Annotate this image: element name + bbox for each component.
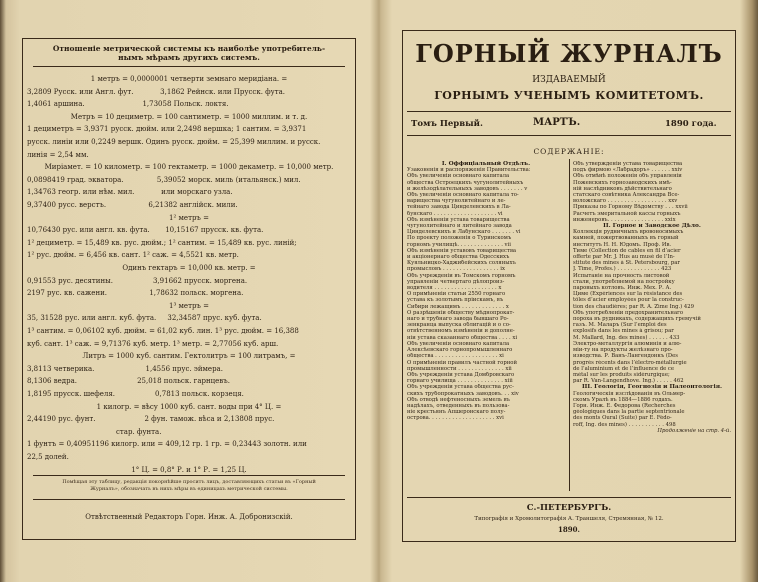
contents-entry-line: de l’aluminium et de l’influence de ce — [573, 365, 675, 372]
contents-entry-line: par R. Van-Langendhove. Ing.) . . . . . 462 — [573, 378, 684, 385]
contents-entry-line: скомъ Уралѣ въ 1884—1886 годахъ. — [573, 396, 673, 403]
conversion-line: Метръ = 10 дециметр. = 100 сантиметр. = 1000 миллим. и т. д. — [70, 112, 308, 121]
title-page-frame — [402, 30, 736, 542]
conversion-line: 1 килогр. = вѣсу 1000 куб. сант. воды при 4° Ц. = — [96, 402, 282, 411]
contents-entry-line: Тиме (Collection de cables en fil d’acier — [573, 247, 681, 254]
conversion-line: русск. линіи или 0,2249 вершк. Одинъ русск. дюйм. = 25,399 миллим. и русск. — [27, 138, 321, 146]
contents-entry-line: Объ измѣненіи уставовъ товарищества — [407, 247, 517, 254]
conversion-line: 1° Ц. = 0,8° Р. и 1° Р. = 1,25 Ц. — [131, 465, 247, 474]
heading-rule — [33, 66, 345, 67]
contents-entry-line: M. Mallard, Ing. des mines) . . . . . . 433 — [573, 334, 680, 341]
conversion-line: 1,8195 прусск. шефеля. 0,7813 польск. корзеця. — [27, 390, 244, 398]
contents-entry-line: Алексѣевскаго горнопромышленнаго — [407, 347, 513, 354]
contents-entry-line: Объ измѣненіи устава товарищества — [407, 216, 510, 223]
conversion-line: 1,34763 геогр. или нѣм. мил. или морскаго узла. — [27, 188, 233, 197]
conversion-line: 1 дециметръ = 3,9371 русск. дюйм. или 2,2498 вершка; 1 сантим. = 3,9371 — [27, 125, 307, 134]
contents-entry-line: tion des chaudières; par R. A. Zime Ing.) 429 — [573, 303, 695, 310]
contents-column-left — [407, 161, 565, 422]
conversion-line: 2,44190 рус. фунт. 2 фун. тамож. вѣса и 2,13808 прус. — [27, 415, 275, 424]
contents-entry-line: Коллекція рудничныхъ вровоносимыхъ — [573, 229, 684, 236]
conversion-line: 10,76430 рус. или англ. кв. фута. 10,15167 прусск. кв. фута. — [27, 226, 264, 235]
contents-section-heading: I. Оффиціальный Отдѣлъ. — [441, 161, 531, 167]
left-page — [8, 6, 372, 576]
contents-entry-line: J. Time, Profes.) . . . . . . . . . . . . . 423 — [573, 266, 672, 273]
contents-entry-line: Объ учрежденіи въ Томскомъ горномъ — [407, 272, 516, 279]
contents-entry-line: О примѣненіи правилъ частной горной — [407, 359, 518, 366]
contents-entry-line: Объ отводѣ нефтеносныхъ земель въ — [407, 396, 510, 403]
contents-entry-line: Объ утвержденіи устава товарищества — [573, 161, 683, 167]
left-heading-line-1: Отношеніе метрической системы къ наиболѣе употребитель- — [52, 45, 326, 53]
contents-entry-line: бунскаго . . . . . . . . . . . . . . . . . . . vi — [407, 210, 503, 217]
note-rule — [33, 475, 345, 476]
contents-entry-line: О примѣненіи статьи 2550 горнаго — [407, 291, 506, 298]
conversion-line: 1 метръ = 0,0000001 четверти земнаго меридіана. = — [90, 75, 288, 83]
conversion-line: линія = 2,54 мм. — [27, 150, 89, 159]
contents-entry-line: инженеровъ. . . . . . . . . . . . . . . . . xxix — [573, 216, 676, 223]
conversion-line: 1,4061 аршина. 1,73058 Польск. локтя. — [27, 100, 229, 109]
contents-entry-line: О разрѣшеніи обществу мѣднопрокат- — [407, 309, 515, 316]
conversion-line: 3,2809 Русск. или Англ. фут. 3,1862 Рейнск. или Прусск. фута. — [27, 87, 286, 96]
contents-entry-line: и желѣзодѣлательныхъ заводовъ . . . . . . . v — [407, 185, 528, 192]
contents-entry-line: Испытаніе на прочность листовой — [573, 272, 670, 279]
contents-entry-line: Циме (Expériences sur la résistance des — [573, 291, 683, 298]
conversion-line: 1² рус. дюйм. = 6,456 кв. сант. 1² саж. = 4,5521 кв. метр. — [27, 251, 239, 260]
conversion-line: 1³ сантим. = 0,06102 куб. дюйм. = 61,02 куб. лин. 1³ рус. дюйм. = 16,388 — [27, 327, 299, 335]
contents-section-heading: III. Геологія, Геогнозія и Палеонтологія. — [581, 384, 723, 391]
conversion-line: стар. фунта. — [27, 427, 162, 436]
contents-entry-line: explosifs dans les mines à grisou; par — [573, 328, 674, 335]
contents-entry-line: пороха въ рудникахъ, содержащихъ гремучій — [573, 316, 701, 323]
conversion-line: куб. сант. 1³ саж. = 9,71376 куб. метр. 1³ метр. = 2,77056 куб. арш. — [27, 339, 279, 348]
contents-entry-line: міи-ту на продукты желѣзнаго про- — [573, 347, 673, 354]
conversion-line: 9,37400 русс. верстъ. 6,21382 англійск. мили. — [27, 201, 238, 209]
contents-entry-line: общества . . . . . . . . . . . . . . . . . . . xi — [407, 353, 504, 360]
editor-rule — [33, 499, 345, 500]
title-rule-top — [407, 111, 731, 112]
conversion-line: 35, 31528 рус. или англ. куб. фута. 32,34587 прус. куб. фута. — [27, 314, 262, 323]
contents-entry-line: варищества чугунолитейнаго и ле- — [407, 198, 506, 205]
contents-entry-line: offerte par Mr. J. Hus au musé de l’In- — [573, 254, 675, 261]
left-page-frame — [22, 38, 356, 540]
conversion-line: 22,5 долей. — [27, 453, 69, 461]
contents-entry-line: stitute des mines à St. Petersbourg, par — [573, 260, 680, 267]
month-label: МАРТЪ. — [533, 117, 581, 128]
conversion-line: 8,1306 ведра. 25,018 польск. гарнцевъ. — [27, 377, 230, 386]
contents-entry-line: Объ увеличеніи основнаго капитала — [407, 340, 510, 347]
contents-entry-line: газъ. М. Маларъ (Sur l’emploi des — [573, 322, 667, 329]
conversion-line: 2197 рус. кв. сажени. 1,78632 польск. моргена. — [27, 289, 244, 298]
contents-entry-line: Геологическія изслѣдованія въ Ольмер- — [573, 390, 686, 397]
contents-entry-line: Узаконенія и распоряженія Правительства: — [407, 167, 531, 174]
contents-entry-line: métal sur les produits sidérurgique; — [573, 371, 670, 378]
contents-entry-line: подъ фирмою «Лабрадоръ» . . . . . . xxiv — [573, 167, 683, 174]
right-page — [390, 6, 750, 576]
conversion-line: 1 фунтъ = 0,40951196 килогр. или = 409,12 гр. 1 гр. = 0,23443 золотн. или — [27, 440, 307, 449]
contents-entry-line: ніе крестьянъ Апшеронскаго полу- — [407, 409, 506, 416]
contents-entry-line: камней, пожертвованныхъ въ горный — [573, 235, 679, 242]
contents-entry-line: Продолженіе на стр. 4-й. — [657, 427, 731, 434]
contents-entry-line: Куяльницко-Хаджибейскихъ соляныхъ — [407, 260, 516, 267]
contents-entry-line: Сибири лежащимъ . . . . . . . . . . . . . x — [407, 303, 509, 310]
contents-entry-line: ній наслѣдниковъ дѣйствительнаго — [573, 185, 672, 192]
conversion-line: Одинъ гектаръ = 10,000 кв. метр. = — [122, 264, 256, 272]
contents-entry-line: наго и трубнаго завода бывшаго Ро- — [407, 316, 509, 323]
published-by: ИЗДАВАЕМЫЙ — [532, 75, 606, 85]
contents-entry-line: институтъ Н. Н. Юдомъ. Проф. Ив. — [573, 241, 672, 248]
contents-entry-line: общества Остроецкихъ чугунолитейныхъ — [407, 179, 524, 186]
contents-entry-line: управленіи четвертаго дѣлопроиз- — [407, 278, 505, 285]
contents-entry-line: Приказы по Горному Вѣдомству . . . xxvii — [573, 204, 688, 211]
contents-entry-line: стали, употребляемой на постройку — [573, 278, 675, 285]
contents-entry-line: паровыхъ котловъ. Инж. Мех. Р. А. — [573, 285, 672, 292]
contents-entry-line: зенкранца выпуска облигацій и о со- — [407, 322, 511, 329]
contents-entry-line: изводства. Р. Ванъ-Лангендонкъ (Des — [573, 353, 678, 360]
contents-entry-line: Объ увеличеніи основнаго капитала — [407, 173, 510, 180]
contents-section-heading: II. Горное и Заводское Дѣло. — [603, 223, 701, 230]
city-label: С.-ПЕТЕРБУРГЪ. — [526, 503, 612, 513]
volume-label: Томъ Первый. — [411, 119, 483, 129]
contents-entry-line: тейнаго завода Цинделевскихъ в Ла- — [407, 204, 511, 211]
conversion-line: Миріамет. = 10 километр. = 100 гектаметр. = 1000 декаметр. = 10,000 метр. — [44, 163, 334, 172]
contents-entry-line: и акціонернаго общества Одесскихъ — [407, 254, 510, 261]
contents-entry-line: Объ учрежденіи устава Домбровскаго — [407, 371, 515, 378]
conversion-line: 3,8113 четверика. 1,4556 прус. эймера. — [27, 364, 223, 373]
contents-column-right — [573, 161, 731, 434]
editor-line: Отвѣтственный Редакторъ Горн. Инж. А. Добронизскій. — [85, 513, 293, 521]
conversion-line: 0,0898419 град. экватора. 5,39052 морск. миль (итальянск.) мил. — [27, 175, 301, 184]
footer-rule — [407, 497, 731, 498]
conversion-line: 0,91553 рус. десятины. 3,91662 прусск. моргена. — [27, 276, 248, 285]
contents-entry-line: горнаго училища . . . . . . . . . . . . . . xiii — [407, 378, 513, 385]
contents-entry-line: Объ увеличеніи основнаго капитала то- — [407, 192, 519, 199]
contents-entry-line: По проекту положенія о Туринскомъ — [407, 235, 512, 242]
print-year: 1890. — [558, 525, 580, 534]
publisher-committee: ГОРНЫМЪ УЧЕНЫМЪ КОМИТЕТОМЪ. — [434, 89, 704, 102]
conversion-line: 1² метръ = — [169, 213, 209, 222]
contents-entry-line: водителя . . . . . . . . . . . . . . . . . . . x — [407, 285, 502, 292]
note-line-1: Помѣщая эту таблицу, редакція покорнѣйше проситъ лицъ, доставляющихъ статьи въ «Горный — [62, 479, 316, 485]
contents-entry-line: промысловъ . . . . . . . . . . . . . . . . . ix — [407, 266, 505, 273]
conversion-line: 1³ метръ = — [169, 301, 209, 310]
conversion-line: 1² дециметр. = 15,489 кв. рус. дюйм.; 1² сантим. = 15,489 кв. рус. линій; — [27, 238, 297, 247]
contents-entry-line: tôles d’acier employées pour la construc- — [573, 297, 684, 304]
contents-entry-line: промышленности . . . . . . . . . . . . . . xii — [407, 365, 512, 372]
column-divider — [569, 159, 570, 491]
contents-entry-line: Пожевскихъ горнозаводскихъ имѣ- — [573, 179, 672, 186]
contents-entry-line: статскаго совѣтника Александра Все- — [573, 192, 680, 199]
printer-label: Типографія и Хромолитографія А. Траншеля, Стремянная, № 12. — [474, 516, 664, 522]
contents-entry-line: Объ отмѣнѣ положенія объ управленіи — [573, 173, 682, 180]
contents-entry-line: скихъ трубопрокатныхъ заводовъ. . . xiv — [407, 390, 519, 397]
contents-entry-line: отвѣтственномъ измѣненіи и дополне- — [407, 328, 515, 335]
contents-entry-line: progrès récents dans l’électro-métallurgie — [573, 359, 687, 366]
contents-entry-line: горномъ училищѣ. . . . . . . . . . . . . . vii — [407, 241, 511, 248]
contents-entry-line: ніи устава сказаннаго общества . . . . xi — [407, 334, 518, 341]
contents-entry-line: Объ учрежденіи устава общества рус- — [407, 384, 514, 391]
contents-entry-line: чугунолитейнаго и литейнаго завода — [407, 223, 512, 230]
contents-entry-line: надѣлахъ, отведенныхъ въ пользова- — [407, 402, 510, 409]
contents-heading: СОДЕРЖАНІЕ: — [533, 147, 605, 156]
contents-entry-line: устава къ золотымъ пріискамъ, въ — [407, 297, 504, 304]
year-label: 1890 года. — [665, 119, 717, 129]
journal-title: ГОРНЫЙ ЖУРНАЛЪ — [415, 39, 723, 68]
contents-entry-line: géologiques dans la partie septentrionale — [573, 409, 685, 416]
note-line-2: Журналъ», обозначать въ нихъ мѣры въ единицахъ метрической системы. — [90, 486, 288, 492]
contents-entry-line: острова. . . . . . . . . . . . . . . . . . . . xvi — [407, 415, 504, 422]
contents-entry-line: roff, Ing. des mines) . . . . . . . . . . . 498 — [573, 421, 676, 428]
contents-entry-line: Электро-металлургія алюминія и алю- — [573, 340, 682, 347]
contents-entry-line: Объ употребленіи предохранительнаго — [573, 309, 684, 316]
conversion-line: Литръ = 1000 куб. сантим. Гектолитръ = 100 литрамъ, = — [82, 352, 296, 361]
contents-entry-line: воложскаго . . . . . . . . . . . . . . . . . . xxv — [573, 198, 678, 205]
contents-entry-line: des monts Oural (Suite) par E. Fédo- — [573, 415, 672, 422]
title-rule-bottom — [407, 135, 731, 136]
contents-entry-line: Горн. Инж. Е. Федорова (Recherches — [573, 402, 676, 409]
left-heading-line-2: нымъ мѣрамъ другихъ системъ. — [118, 54, 260, 62]
contents-entry-line: Цинделевскихъ и Лабунскаго . . . . . . . vi — [407, 229, 521, 236]
contents-entry-line: Расчетъ эмеритальной кассы горныхъ — [573, 210, 681, 217]
